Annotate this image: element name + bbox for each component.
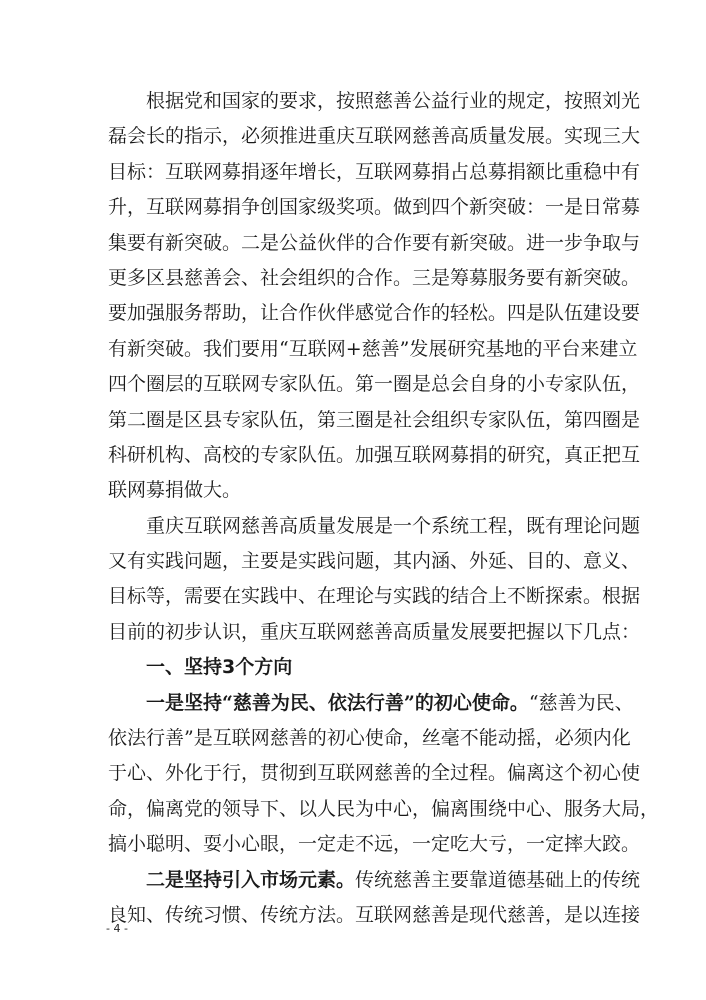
page-number: - 4 -	[106, 922, 128, 935]
paragraph-line: 有新突破。我们要用“互联网+慈善”发展研究基地的平台来建立	[108, 337, 638, 360]
section-heading: 一、坚持3个方向	[146, 656, 293, 679]
paragraph-1	[108, 84, 641, 509]
paragraph-line: 搞小聪明、耍小心眼，一定走不远，一定吃大亏，一定摔大跤。	[108, 833, 641, 856]
paragraph-line: 又有实践问题，主要是实践问题，其内涵、外延、目的、意义、	[108, 550, 641, 573]
point-2-first-line	[108, 863, 641, 898]
point-1-lead: 一是坚持“慈善为民、依法行善”的初心使命。	[146, 691, 529, 714]
point-1-first-line	[108, 686, 634, 721]
paragraph-line: 目标等，需要在实践中、在理论与实践的结合上不断探索。根据	[108, 585, 641, 608]
paragraph-line: 命，偏离党的领导下、以人民为中心，偏离围绕中心、服务大局，	[108, 797, 660, 820]
paragraph-line: 依法行善”是互联网慈善的初心使命，丝毫不能动摇，必须内化	[108, 727, 631, 750]
paragraph-line: 于心、外化于行，贯彻到互联网慈善的全过程。偏离这个初心使	[108, 762, 641, 785]
paragraph-line: 良知、传统习惯、传统方法。互联网慈善是现代慈善，是以连接	[108, 903, 641, 926]
point-2	[108, 863, 641, 934]
paragraph-line: 要加强服务帮助，让合作伙伴感觉合作的轻松。四是队伍建设要	[108, 302, 641, 325]
paragraph-line: 目前的初步认识，重庆互联网慈善高质量发展要把握以下几点：	[108, 620, 641, 643]
point-1-first-line-rest: “慈善为民、	[528, 691, 634, 714]
paragraph-line: 目标：互联网募捐逐年增长，互联网募捐占总募捐额比重稳中有	[108, 160, 641, 183]
point-2-first-line-rest: 传统慈善主要靠道德基础上的传统	[355, 868, 641, 891]
paragraph-line: 根据党和国家的要求，按照慈善公益行业的规定，按照刘光	[146, 90, 641, 112]
paragraph-line: 重庆互联网慈善高质量发展是一个系统工程，既有理论问题	[146, 514, 641, 537]
point-1	[108, 686, 660, 863]
paragraph-line: 集要有新突破。二是公益伙伴的合作要有新突破。进一步争取与	[108, 231, 641, 254]
paragraph-line: 四个圈层的互联网专家队伍。第一圈是总会自身的小专家队伍，	[108, 373, 641, 396]
paragraph-line: 升，互联网募捐争创国家级奖项。做到四个新突破：一是日常募	[108, 196, 641, 219]
document-body	[108, 84, 660, 933]
paragraph-line: 第二圈是区县专家队伍，第三圈是社会组织专家队伍，第四圈是	[108, 408, 641, 431]
paragraph-line: 更多区县慈善会、社会组织的合作。三是筹募服务要有新突破。	[108, 266, 641, 289]
point-2-lead: 二是坚持引入市场元素。	[146, 868, 356, 891]
paragraph-line: 联网募捐做大。	[108, 479, 242, 502]
paragraph-line: 科研机构、高校的专家队伍。加强互联网募捐的研究，真正把互	[108, 443, 641, 466]
paragraph-2	[108, 509, 641, 651]
paragraph-line: 磊会长的指示，必须推进重庆互联网慈善高质量发展。实现三大	[108, 125, 641, 148]
